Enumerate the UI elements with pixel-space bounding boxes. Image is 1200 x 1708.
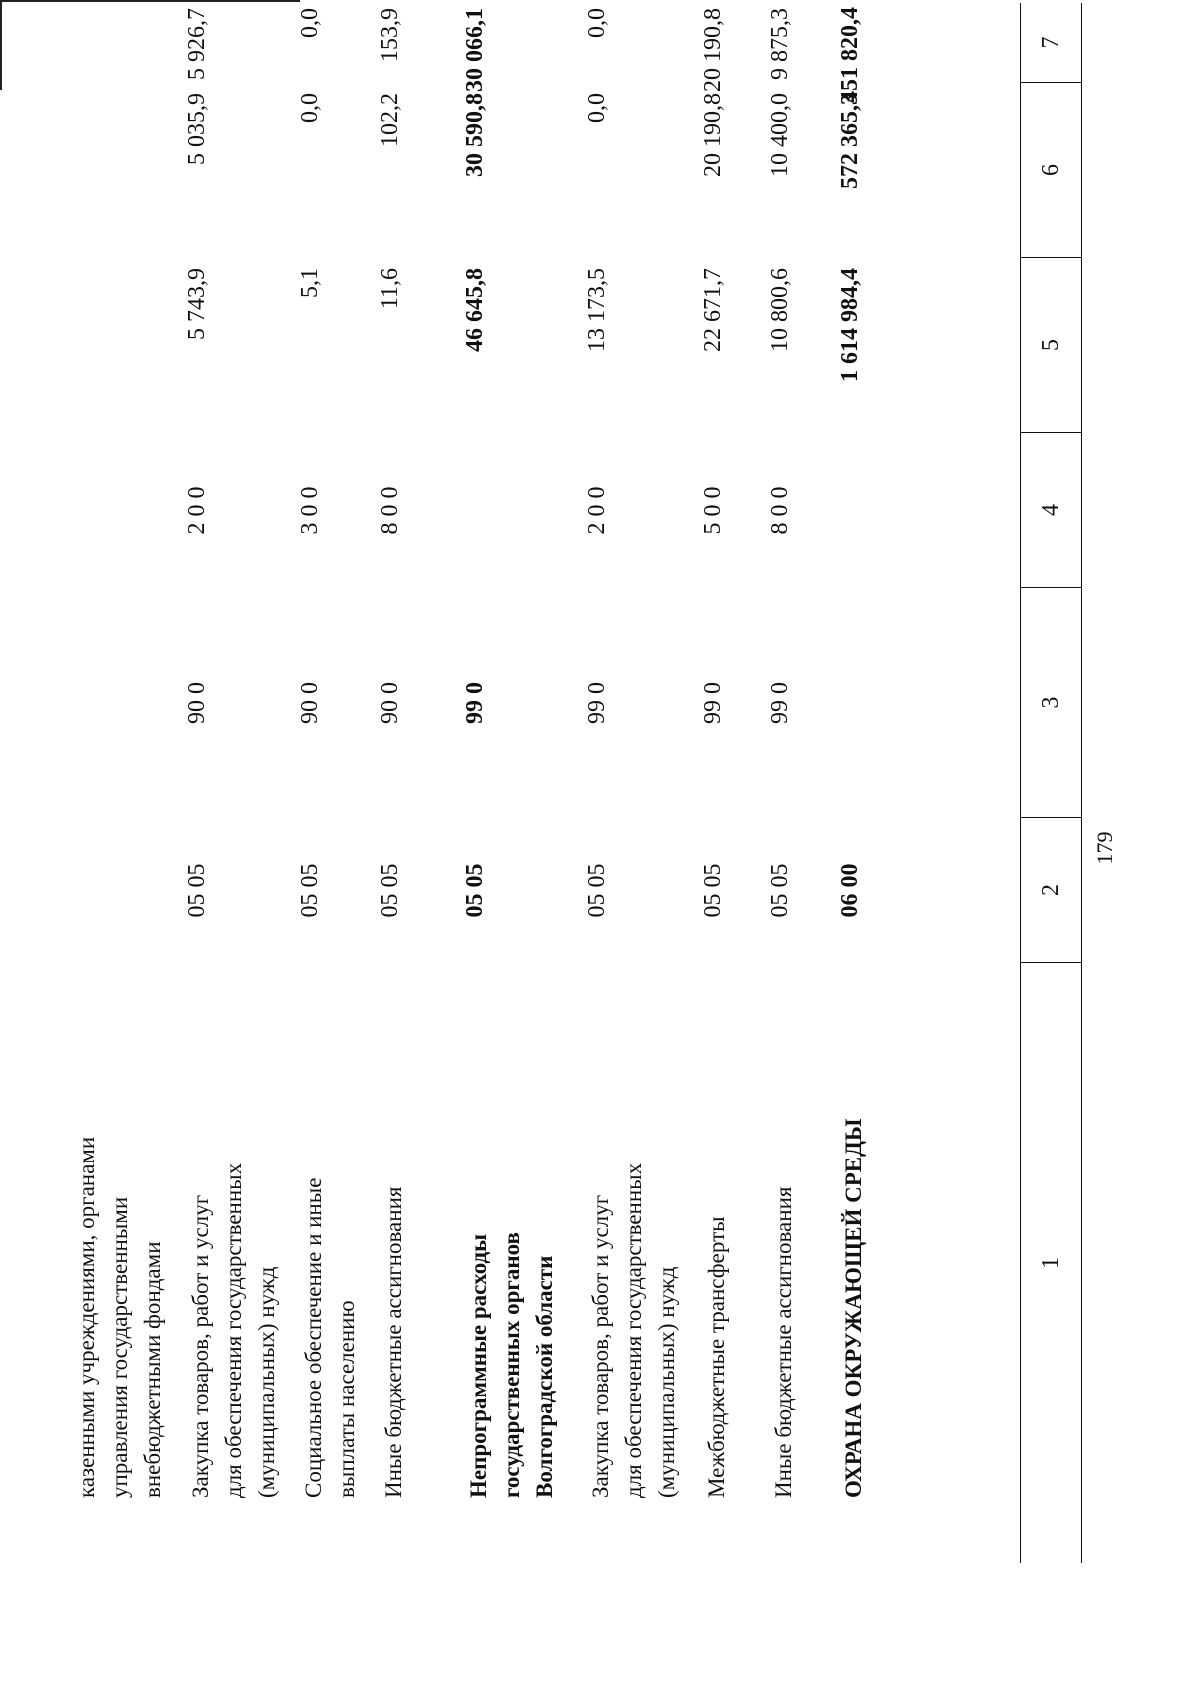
row-name-line: для обеспечения государственных — [621, 1162, 646, 1498]
cell-col-6: 30 590,8 — [462, 93, 488, 177]
cell-col-7: 30 066,1 — [462, 8, 488, 92]
row-name — [297, 1178, 363, 1498]
cell-col-6: 20 190,8 — [700, 93, 726, 177]
cell-col-3: 99 0 — [462, 682, 488, 724]
row-name-line: Закупка товаров, работ и услуг — [588, 1194, 613, 1498]
cell-col-2: 05 05 — [184, 863, 210, 918]
cell-col-6: 10 400,0 — [767, 93, 793, 177]
row-name-line: (муниципальных) нужд — [654, 1266, 679, 1498]
row-name-line: выплаты населению — [334, 1300, 359, 1498]
cell-col-5: 11,6 — [377, 268, 403, 310]
cell-col-2: 05 05 — [767, 863, 793, 918]
cell-col-7: 0,0 — [584, 8, 610, 38]
cell-col-4: 5 0 0 — [700, 486, 726, 535]
cell-col-7: 0,0 — [297, 8, 323, 38]
cell-col-6: 572 365,3 — [837, 93, 863, 189]
cell-col-4: 3 0 0 — [297, 486, 323, 535]
cell-col-5: 10 800,6 — [767, 268, 793, 352]
row-name-line: Закупка товаров, работ и услуг — [188, 1194, 213, 1498]
row-name-line: ОХРАНА ОКРУЖАЮЩЕЙ СРЕДЫ — [841, 1118, 866, 1498]
row-name — [462, 1232, 561, 1498]
column-header-6: 6 — [1021, 83, 1081, 258]
cell-col-7: 9 875,3 — [767, 8, 793, 80]
row-name-line: государственных органов — [499, 1232, 524, 1498]
cell-col-7: 20 190,8 — [700, 8, 726, 92]
cell-col-6: 102,2 — [377, 93, 403, 147]
page-number: 179 — [1092, 831, 1117, 865]
cell-col-2: 06 00 — [837, 863, 863, 918]
cell-col-5: 46 645,8 — [462, 268, 488, 352]
cell-col-2: 05 05 — [700, 863, 726, 918]
row-name-line: Непрограммные расходы — [466, 1233, 491, 1498]
cell-col-5: 22 671,7 — [700, 268, 726, 352]
cell-col-6: 0,0 — [584, 93, 610, 123]
cell-col-2: 05 05 — [377, 863, 403, 918]
cell-col-7: 5 926,7 — [184, 8, 210, 80]
cell-col-4: 8 0 0 — [377, 486, 403, 535]
row-name-line: Волгоградской области — [532, 1255, 557, 1498]
cell-col-3: 90 0 — [377, 682, 403, 724]
table-header-row — [1020, 3, 1082, 1563]
cell-col-5: 13 173,5 — [584, 268, 610, 352]
cell-col-5: 5 743,9 — [184, 268, 210, 340]
cell-col-5: 5,1 — [297, 268, 323, 298]
row-name — [700, 1216, 733, 1498]
cell-col-3: 90 0 — [184, 682, 210, 724]
row-name — [70, 1137, 169, 1498]
cell-col-7: 451 820,4 — [837, 7, 863, 103]
cell-col-5: 1 614 984,4 — [837, 268, 863, 382]
column-header-4: 4 — [1021, 433, 1081, 588]
cell-col-3: 99 0 — [584, 682, 610, 724]
row-name — [184, 1163, 283, 1498]
row-name-line: внебюджетными фондами — [140, 1241, 165, 1498]
cell-col-2: 05 05 — [462, 863, 488, 918]
row-name-line: (муниципальных) нужд — [254, 1266, 279, 1498]
row-name — [767, 1187, 800, 1498]
row-name-line: управления государственными — [107, 1196, 132, 1498]
column-header-3: 3 — [1021, 588, 1081, 818]
row-name-line: Иные бюджетные ассигнования — [381, 1186, 406, 1498]
cell-col-2: 05 05 — [297, 863, 323, 918]
cell-col-4: 8 0 0 — [767, 486, 793, 535]
row-name-line: Социальное обеспечение и иные — [301, 1177, 326, 1498]
cell-col-4: 2 0 0 — [184, 486, 210, 535]
row-name — [837, 1119, 870, 1499]
row-name-line: Иные бюджетные ассигнования — [771, 1186, 796, 1498]
column-header-1: 1 — [1038, 1257, 1064, 1269]
cell-col-6: 5 035,9 — [184, 93, 210, 165]
column-header-2: 2 — [1021, 818, 1081, 963]
cell-col-3: 90 0 — [297, 682, 323, 724]
row-name-line: Межбюджетные трансферты — [704, 1216, 729, 1498]
cell-col-6: 0,0 — [297, 93, 323, 123]
cell-col-4: 2 0 0 — [584, 486, 610, 535]
row-name-line: для обеспечения государственных — [221, 1162, 246, 1498]
row-name-line: казенными учреждениями, органами — [74, 1136, 99, 1498]
row-name — [377, 1187, 410, 1498]
budget-table — [0, 3, 1080, 1563]
cell-col-3: 99 0 — [700, 682, 726, 724]
column-header-5: 5 — [1021, 258, 1081, 433]
cell-col-2: 05 05 — [584, 863, 610, 918]
row-name — [584, 1163, 683, 1498]
column-header-7: 7 — [1021, 3, 1081, 83]
cell-col-3: 99 0 — [767, 682, 793, 724]
cell-col-7: 153,9 — [377, 8, 403, 62]
